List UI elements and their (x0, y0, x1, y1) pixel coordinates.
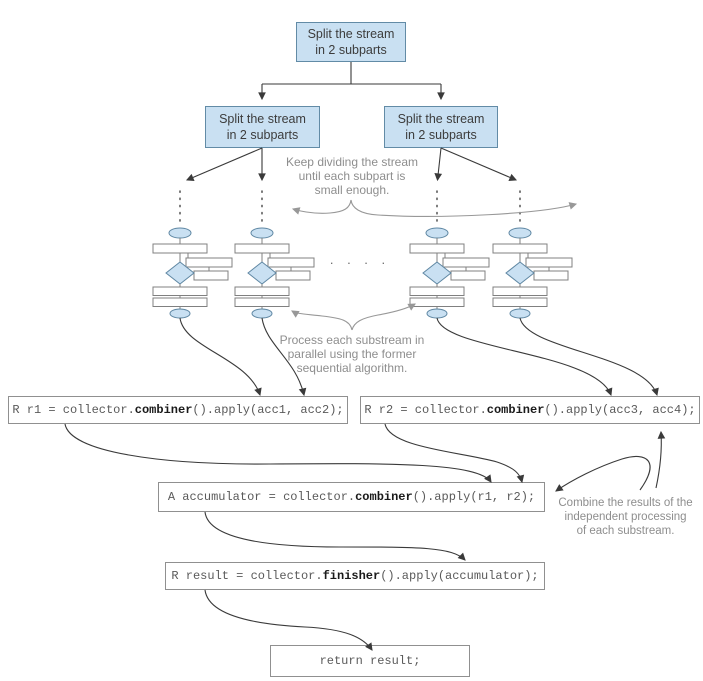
note-line: sequential algorithm. (296, 361, 408, 375)
mini-flowchart-glyph-2 (235, 228, 314, 318)
mini-flowchart-glyph-1 (153, 228, 232, 318)
code-text-r1: R r1 = collector.combiner().apply(acc1, acc2); (12, 403, 344, 417)
split-box-root (296, 22, 406, 62)
process-note-arrows (292, 304, 415, 330)
note-line: Combine the results of the (558, 497, 693, 509)
split-box-left-line1: Split the stream (219, 112, 306, 126)
split-box-root-line2: in 2 subparts (315, 43, 387, 57)
split-box-right-line1: Split the stream (397, 112, 485, 126)
code-box-r1 (8, 396, 348, 424)
note-line: parallel using the former (287, 347, 417, 361)
code-box-accumulator (158, 482, 545, 512)
note-line: small enough. (314, 183, 390, 197)
note-line: independent processing (564, 511, 687, 523)
keep-dividing-brace-arrows (293, 200, 576, 216)
note-line: until each subpart is (298, 169, 406, 183)
split-box-left-line2: in 2 subparts (226, 128, 299, 142)
split-box-root-line1: Split the stream (307, 27, 395, 41)
note-line: Process each substream in (279, 333, 425, 347)
ellipsis-dots: . . . . (329, 252, 391, 267)
note-line: Keep dividing the stream (285, 155, 419, 169)
split-box-left (205, 106, 320, 148)
code-text-finisher: R result = collector.finisher().apply(accumulator); (171, 569, 539, 583)
code-text-accumulator: A accumulator = collector.combiner().apply(r1, r2); (167, 490, 536, 504)
combine-r1-r2-arrows (65, 424, 522, 482)
code-text-r2: R r2 = collector.combiner().apply(acc3, acc4); (364, 403, 696, 417)
code-box-finisher (165, 562, 545, 590)
combine-note-arrows (556, 432, 661, 491)
note-process-parallel (252, 333, 452, 375)
code-text-return: return result; (319, 654, 421, 668)
mini-flowchart-glyph-4 (493, 228, 572, 318)
mini-flowchart-glyph-3 (410, 228, 489, 318)
split-box-right (384, 106, 498, 148)
note-line: of each substream. (576, 525, 675, 537)
code-box-r2 (360, 396, 700, 424)
note-keep-dividing (252, 155, 452, 197)
note-combine-results (548, 496, 703, 538)
split-box-right-line2: in 2 subparts (405, 128, 477, 142)
code-box-return (270, 645, 470, 677)
